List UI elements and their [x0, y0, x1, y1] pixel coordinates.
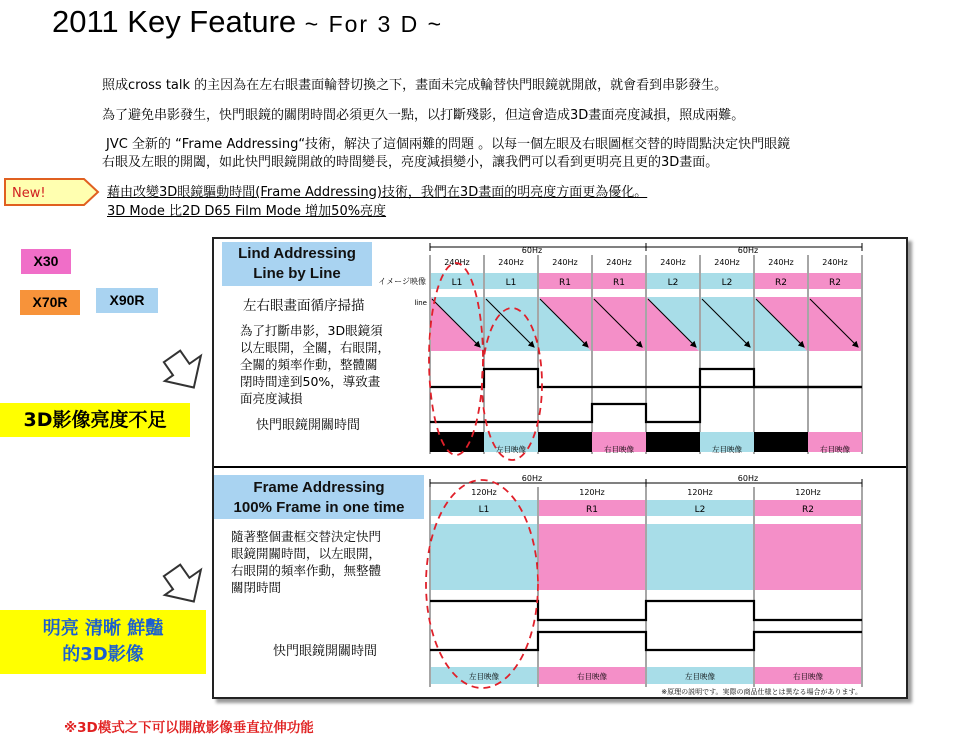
- bottom-desc-line: 眼鏡開關時間，以左眼開，: [231, 546, 382, 561]
- bottom-desc-line: 隨著整個畫框交替決定快門: [231, 529, 382, 544]
- bottom-hz120-label: 120Hz: [579, 488, 605, 497]
- bottom-hz60-label-2: 60Hz: [737, 474, 759, 483]
- bottom-desc-line: 右眼開的頻率作動，無整體: [231, 563, 382, 578]
- top-hz240-label: 240Hz: [606, 258, 632, 267]
- top-shutter-label: 快門眼鏡開關時間: [256, 418, 361, 433]
- top-frame-label: R2: [775, 278, 787, 288]
- top-desc: [240, 322, 390, 407]
- title-main: 2011 Key Feature: [52, 4, 297, 39]
- top-frame-label: R1: [559, 278, 571, 288]
- line-axis-label: line: [414, 299, 427, 307]
- bottom-eye-label: 左目映像: [469, 672, 499, 681]
- top-hz240-label: 240Hz: [822, 258, 848, 267]
- arrow-down-icon: [160, 348, 212, 394]
- new-line-1: 藉由改變3D眼鏡驅動時間(Frame Addressing)技術，我們在3D畫面的明亮度方面更為優化。: [107, 185, 648, 200]
- bottom-desc-line: 關閉時間: [231, 580, 282, 595]
- bottom-eye-label: 右目映像: [793, 672, 823, 681]
- top-hz240-label: 240Hz: [768, 258, 794, 267]
- bottom-hz120-label: 120Hz: [687, 488, 713, 497]
- model-badge-x30: X30: [21, 249, 71, 274]
- arrow-down-icon: [160, 562, 212, 608]
- footer-note: ※3D模式之下可以開啟影像垂直拉伸功能: [64, 720, 314, 736]
- bottom-heading-line2: 100% Frame in one time: [233, 499, 405, 516]
- top-frame-label: R2: [829, 278, 841, 288]
- top-frame-label: R1: [613, 278, 625, 288]
- top-frame-label: L1: [505, 278, 517, 288]
- top-hz240-label: 240Hz: [660, 258, 686, 267]
- new-line-2: 3D Mode 比2D D65 Film Mode 增加50%亮度: [107, 204, 387, 219]
- intro-line-3: JVC 全新的 “Frame Addressing“技術，解決了這個兩難的問題 。以每一個左眼及右眼圖框交替的時間點決定快門眼鏡: [106, 137, 791, 152]
- top-heading-line1: Lind Addressing: [238, 245, 356, 262]
- top-eye-label: 右目映像: [604, 445, 634, 454]
- bottom-eye-label: 左目映像: [685, 672, 715, 681]
- new-tag-label: New!: [12, 186, 46, 201]
- dim-callout: 3D影像亮度不足: [0, 403, 190, 437]
- intro-line-4: 右眼及左眼的開闔，如此快門眼鏡開啟的時間變長，亮度減損變小，讓我們可以看到更明亮且更的3D畫面。: [102, 155, 719, 170]
- top-caption: 左右眼畫面循序掃描: [243, 298, 365, 314]
- model-badge-x70r: X70R: [20, 290, 80, 315]
- bottom-left-shutter-wave: [430, 601, 862, 620]
- intro-line-1: 照成cross talk 的主因為在左右眼畫面輪替切換之下，畫面未完成輪替快門眼鏡就開啟，就會看到串影發生。: [102, 78, 728, 93]
- highlight-ellipse: [429, 263, 483, 455]
- bright-callout-line2: 的3D影像: [62, 644, 144, 665]
- bottom-right-shutter-wave: [430, 632, 862, 650]
- new-tag: [4, 178, 100, 206]
- top-frame-label: L2: [667, 278, 679, 288]
- bottom-heading-line1: Frame Addressing: [253, 479, 385, 496]
- top-eye-label: 左目映像: [712, 445, 742, 454]
- top-hz240-label: 240Hz: [444, 258, 470, 267]
- top-panel-heading: [222, 242, 372, 286]
- top-frame-label: L2: [721, 278, 733, 288]
- bottom-eye-label: 右目映像: [577, 672, 607, 681]
- top-desc-line: 以左眼開，全關，右眼開，: [240, 340, 391, 355]
- top-hz60-label-2: 60Hz: [737, 246, 759, 255]
- top-eye-label: 左目映像: [496, 445, 526, 454]
- bottom-frame-label: L2: [694, 505, 706, 515]
- top-frame-label: L1: [451, 278, 463, 288]
- bottom-panel-heading: [214, 475, 424, 519]
- bottom-desc: [231, 528, 381, 596]
- top-hz60-label-1: 60Hz: [521, 246, 543, 255]
- top-panel: [378, 243, 862, 460]
- top-hz240-label: 240Hz: [498, 258, 524, 267]
- top-hz240-label: 240Hz: [552, 258, 578, 267]
- bottom-frame-label: L1: [478, 505, 490, 515]
- title-sub: ~ For 3 D ~: [304, 11, 444, 37]
- bottom-frame-label: R2: [802, 505, 814, 515]
- page-title: [52, 4, 443, 40]
- bottom-hz120-label: 120Hz: [471, 488, 497, 497]
- top-desc-line: 閉時間達到50%，導致畫: [240, 374, 381, 389]
- bright-callout: [0, 610, 206, 674]
- bright-callout-line1: 明亮 清晰 鮮豔: [42, 618, 164, 639]
- bottom-hz60-label-1: 60Hz: [521, 474, 543, 483]
- bottom-hz120-label: 120Hz: [795, 488, 821, 497]
- intro-line-2: 為了避免串影發生，快門眼鏡的關閉時間必須更久一點，以打斷殘影，但這會造成3D畫面亮度減損，照成兩難。: [102, 108, 745, 123]
- model-badge-x90r: X90R: [96, 288, 158, 313]
- bottom-shutter-label: 快門眼鏡開關時間: [273, 644, 378, 659]
- bottom-frame-label: R1: [586, 505, 598, 515]
- top-desc-line: 為了打斷串影，3D眼鏡須: [240, 323, 383, 338]
- diagram-footnote: ※原理の説明です。実際の商品仕様とは異なる場合があります。: [661, 688, 862, 696]
- bottom-panel: [426, 474, 862, 696]
- image-label: イメージ映像: [378, 277, 426, 286]
- top-desc-line: 面亮度減損: [240, 391, 303, 406]
- top-eye-label: 右目映像: [820, 445, 850, 454]
- top-heading-line2: Line by Line: [253, 265, 341, 282]
- top-desc-line: 全關的頻率作動，整體關: [240, 357, 378, 372]
- top-hz240-label: 240Hz: [714, 258, 740, 267]
